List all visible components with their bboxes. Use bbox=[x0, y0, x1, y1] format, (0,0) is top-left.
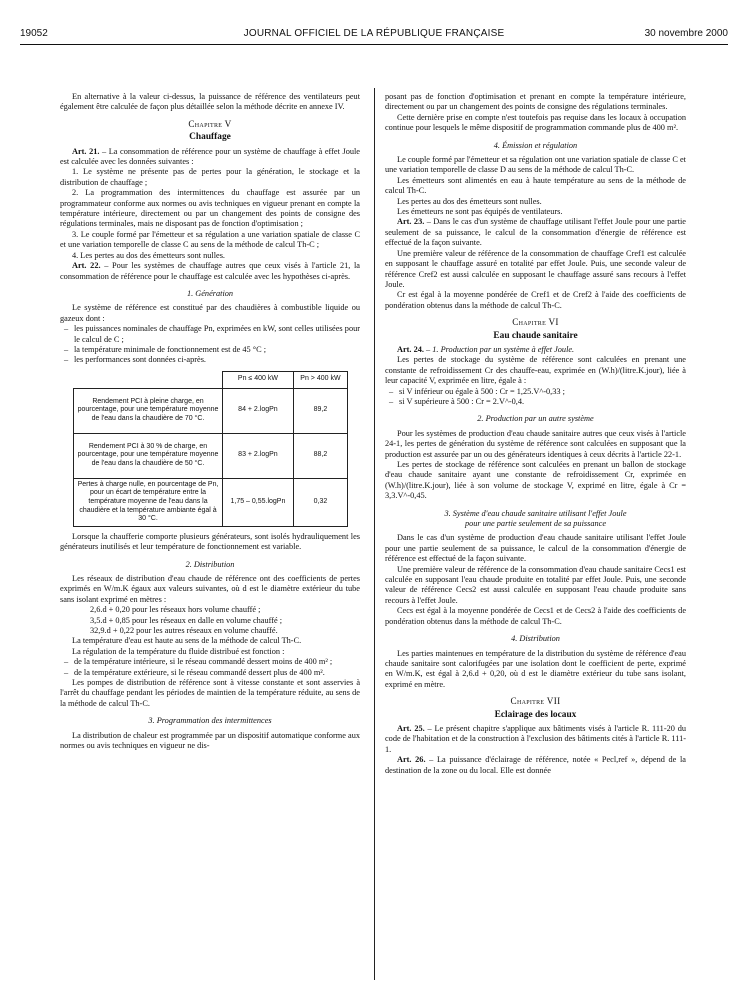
list-item: – si V supérieure à 500 : Cr = 2.V^-0,4. bbox=[385, 397, 686, 407]
list-item: 4. Les pertes au dos des émetteurs sont nulles. bbox=[72, 250, 225, 260]
paragraph: La régulation de la température du fluide distribué est fonction : bbox=[72, 646, 285, 656]
left-column bbox=[60, 92, 360, 751]
article-26: Art. 26. – La puissance d'éclairage de référence, notée « Pecl,ref », dépend de la destination de la zone ou du local. Elle est donnée bbox=[385, 755, 686, 775]
paragraph: Cette dernière prise en compte n'est toutefois pas requise dans les locaux à occupation continue pour lesquels le même dispositif de programmation commande plus de 400 m². bbox=[385, 112, 686, 133]
column-header: Pn ≤ 400 kW bbox=[223, 371, 294, 388]
list-item: – de la température intérieure, si le réseau commandé dessert moins de 400 m² ; bbox=[60, 657, 360, 667]
table-row bbox=[74, 433, 348, 478]
section-heading: Chauffage bbox=[189, 132, 231, 143]
paragraph: Les émetteurs sont alimentés en eau à haute température au sens de la méthode de calcul Th-C. bbox=[385, 175, 686, 196]
header-rule bbox=[20, 44, 728, 45]
paragraph: Les pertes de stockage de référence sont calculées en prenant un ballon de stockage d'eau chaude sanitaire ayant une constante de refroidissement Cr, exprimée en (W.h)/(litre.K.jour), liée à son volume de stockage V, exprimé en litre, égale à Cr = 3,3.V^-0,45. bbox=[385, 460, 686, 501]
paragraph: La température d'eau est haute au sens de la méthode de calcul Th-C. bbox=[72, 636, 302, 646]
page-number: 19052 bbox=[20, 28, 48, 39]
section-heading: Eclairage des locaux bbox=[494, 709, 577, 720]
article-label: Art. 23. bbox=[397, 217, 425, 227]
right-column bbox=[385, 92, 686, 776]
list-item: – la température minimale de fonctionnement est de 45 °C ; bbox=[60, 345, 360, 355]
paragraph: Dans le cas d'un système de production d'eau chaude sanitaire utilisant l'effet Joule pour une partie seulement de sa puissance, le calcul de la consommation d'énergie de référence est effectué de la façon suivante. bbox=[385, 533, 686, 564]
list-item: 3. Le couple formé par l'émetteur et sa régulation a une variation spatiale de classe C et une variation temporelle de classe C au sens de la méthode de calcul Th-C ; bbox=[60, 229, 360, 250]
cell-value: 88,2 bbox=[293, 433, 347, 478]
formula-line: 2,6.d + 0,20 pour les réseaux hors volume chauffé ; bbox=[90, 605, 261, 615]
paragraph: La distribution de chaleur est programmée par un dispositif automatique conforme aux normes ou avis techniques en vigueur ne dis- bbox=[60, 730, 360, 751]
paragraph: Le couple formé par l'émetteur et sa régulation ont une variation spatiale de classe C et une variation temporelle de classe D au sens de la méthode de calcul Th-C. bbox=[385, 155, 686, 175]
paragraph: Le système de référence est constitué par des chaudières à combustible liquide ou gazeux dont : bbox=[60, 303, 360, 323]
list-item: – les performances sont données ci-après. bbox=[60, 355, 360, 365]
list-item: 1. Le système ne présente pas de pertes pour la génération, le stockage et la distribution de chauffage ; bbox=[60, 167, 360, 187]
list-item: – de la température extérieure, si le réseau commandé dessert plus de 400 m². bbox=[60, 668, 360, 678]
subsection-heading: 3. Programmation des intermittences bbox=[148, 716, 272, 726]
table-row bbox=[74, 478, 348, 526]
paragraph: Les parties maintenues en température de la distribution du système de référence d'eau chaude sanitaire sont calorifugées par une isolation dont le coefficient de perte, exprimé en W/m.K, est égal à 2,6.d + 0,20, où d est le diamètre extérieur du tube sans isolant, exprimé en mètre. bbox=[385, 648, 686, 689]
cell-value: 0,32 bbox=[293, 478, 347, 526]
paragraph: Pour les systèmes de production d'eau chaude sanitaire autres que ceux visés à l'article 24-1, les pertes de génération du système de référence sont calculées en supposant que la production est assurée par un ou des générateurs identiques à ceux décrits à l'article 22-1. bbox=[385, 428, 686, 459]
formula-line: 32,9.d + 0,22 pour les autres réseaux en volume chauffé. bbox=[90, 625, 278, 635]
list-item: 2. La programmation des intermittences du chauffage est assurée par un programmateur conforme aux normes ou avis techniques en vigueur prenant en compte la température intérieure, directement ou par un changement des points de consigne des régulations terminales, mais ne disposant pas de fonction d'optimisation ; bbox=[60, 188, 360, 229]
paragraph: Les pompes de distribution de référence sont à vitesse constante et sont asservies à l'arrêt du chauffage pendant les périodes de maintien de la température réduite, au sens de la méthode de calcul Th-C. bbox=[60, 678, 360, 708]
article-subtitle: 1. Production par un système à effet Joule. bbox=[432, 344, 575, 354]
subsection-heading: 1. Génération bbox=[186, 288, 234, 298]
paragraph: Lorsque la chaufferie comporte plusieurs générateurs, sont isolés hydrauliquement les générateurs inutilisés et leur température de fonctionnement est variable. bbox=[60, 531, 360, 552]
chapter-heading: Chapitre V bbox=[188, 118, 232, 129]
row-label: Pertes à charge nulle, en pourcentage de Pn, pour un écart de température entre la température moyenne de l'eau dans la chaudière et la température ambiante égal à 30 °C. bbox=[74, 478, 223, 526]
cell-value: 83 + 2.logPn bbox=[223, 433, 294, 478]
column-divider bbox=[374, 88, 375, 980]
row-label: Rendement PCI à pleine charge, en pourcentage, pour une température moyenne de l'eau dans la chaudière de 70 °C. bbox=[74, 388, 223, 433]
paragraph: posant pas de fonction d'optimisation et prenant en compte la température intérieure, directement ou par un changement des points de consigne des régulations terminales. bbox=[385, 92, 686, 112]
article-label: Art. 26. bbox=[397, 755, 426, 765]
list-item: – si V inférieur ou égale à 500 : Cr = 1,25.V^-0,33 ; bbox=[385, 387, 686, 397]
paragraph: Une première valeur de référence de la consommation d'eau chaude sanitaire Cecs1 est calculée en supposant l'eau chaude produite en totalité par effet Joule. Puis, une seconde valeur de référence Cecs2 est aussi calculée en supposant l'eau chaude produite sans recours à l'effet Joule. bbox=[385, 564, 686, 605]
article-25: Art. 25. – Le présent chapitre s'applique aux bâtiments visés à l'article R. 111-20 du code de l'habitation et de la construction à l'exclusion des bâtiments cités à l'article R. 111-1. bbox=[385, 723, 686, 754]
article-24: Art. 24. – 1. Production par un système à effet Joule. bbox=[397, 344, 575, 354]
page-header bbox=[20, 28, 728, 44]
subsection-heading: 3. Système d'eau chaude sanitaire utilisant l'effet Joule pour une partie seulement de sa puissance bbox=[444, 508, 627, 529]
row-label: Rendement PCI à 30 % de charge, en pourcentage, pour une température moyenne de l'eau dans la chaudière de 50 °C. bbox=[74, 433, 223, 478]
paragraph: Cr est égal à la moyenne pondérée de Cref1 et de Cref2 à l'aide des coefficients de pondération obtenus dans la méthode de calcul Th-C. bbox=[385, 290, 686, 310]
section-heading: Eau chaude sanitaire bbox=[493, 330, 578, 341]
article-21: Art. 21. – La consommation de référence pour un système de chauffage à effet Joule est calculée avec les données suivantes : bbox=[60, 146, 360, 167]
paragraph: Les émetteurs ne sont pas équipés de ventilateurs. bbox=[397, 207, 563, 217]
journal-title: JOURNAL OFFICIEL DE LA RÉPUBLIQUE FRANÇAISE bbox=[243, 28, 505, 39]
chapter-heading: Chapitre VII bbox=[510, 696, 561, 707]
chapter-heading: Chapitre VI bbox=[512, 317, 559, 328]
article-label: Art. 25. bbox=[397, 723, 425, 733]
boiler-performance-table bbox=[73, 371, 348, 527]
paragraph: Les réseaux de distribution d'eau chaude de référence ont des coefficients de pertes exprimés en W/m.K égaux aux valeurs suivantes, où d est le diamètre extérieur du tube sans isolant exprimé en mètres : bbox=[60, 573, 360, 604]
formula-line: 3,5.d + 0,85 pour les réseaux en dalle en volume chauffé ; bbox=[90, 615, 283, 625]
paragraph: Une première valeur de référence de la consommation de chauffage Cref1 est calculée en supposant le chauffage assuré en totalité par effet Joule. Puis, une seconde valeur de référence Cref2 est aussi calculée en supposant le chauffage assuré sans recours à l'effet Joule. bbox=[385, 248, 686, 289]
subsection-heading: 2. Distribution bbox=[185, 559, 235, 569]
article-label: Art. 24. bbox=[397, 344, 424, 354]
paragraph: Les pertes au dos des émetteurs sont nulles. bbox=[397, 196, 542, 206]
cell-value: 89,2 bbox=[293, 388, 347, 433]
subsection-heading: 2. Production par un autre système bbox=[477, 414, 594, 424]
article-23: Art. 23. – Dans le cas d'un système de chauffage utilisant l'effet Joule pour une partie seulement de sa puissance, le calcul de la consommation d'énergie de référence est effectué de la façon suivante. bbox=[385, 217, 686, 248]
paragraph: Les pertes de stockage du système de référence sont calculées en prenant une constante de refroidissement Cr des chauffe-eau, exprimée en (W.h)/(litre.K.jour), liée à leur capacité V, exprimée en litre, égale à : bbox=[385, 355, 686, 386]
article-22: Art. 22. – Pour les systèmes de chauffage autres que ceux visés à l'article 21, la consommation de référence pour le chauffage est calculée avec les hypothèses ci-après. bbox=[60, 261, 360, 281]
article-label: Art. 22. bbox=[72, 261, 101, 271]
cell-value: 1,75 – 0,55.logPn bbox=[223, 478, 294, 526]
subsection-heading: 4. Distribution bbox=[511, 634, 560, 644]
issue-date: 30 novembre 2000 bbox=[644, 28, 728, 39]
paragraph: Cecs est égal à la moyenne pondérée de Cecs1 et de Cecs2 à l'aide des coefficients de pondération obtenus dans la méthode de calcul Th-C. bbox=[385, 606, 686, 626]
column-header: Pn > 400 kW bbox=[293, 371, 347, 388]
cell-value: 84 + 2.logPn bbox=[223, 388, 294, 433]
article-label: Art. 21. bbox=[72, 146, 100, 156]
table-row bbox=[74, 388, 348, 433]
subsection-heading: 4. Émission et régulation bbox=[493, 140, 578, 150]
list-item: – les puissances nominales de chauffage Pn, exprimées en kW, sont celles utilisées pour le calcul de C ; bbox=[60, 324, 360, 345]
paragraph: En alternative à la valeur ci-dessus, la puissance de référence des ventilateurs peut également être calculée de façon plus détaillée selon la méthode décrite en annexe IV. bbox=[60, 92, 360, 112]
